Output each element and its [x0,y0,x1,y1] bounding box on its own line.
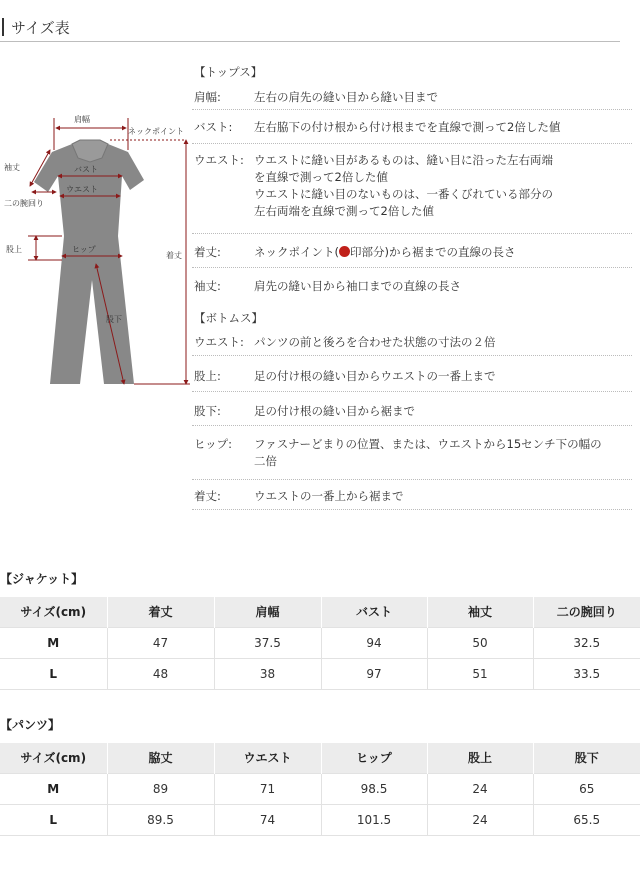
def-row-katahaba [192,84,632,110]
table-cell: 71 [214,773,321,804]
def-row-pants-kitake [192,480,632,510]
column-header: バスト [321,597,427,627]
def-desc-line: 二倍 [254,454,277,468]
def-desc: ウエストの一番上から裾まで [254,489,404,503]
table-row [0,658,640,689]
def-desc [254,244,516,261]
measurement-diagram [0,100,192,400]
pants-shape [50,236,134,384]
table-cell: 65 [533,773,640,804]
def-desc: 肩先の縫い目から袖口までの直線の長さ [254,279,461,293]
label-hip: ヒップ [72,245,96,254]
tops-heading: 【トップス】 [194,65,263,79]
page-title-bar [0,14,620,42]
def-desc-line: ウエストに縫い目があるものは、縫い目に沿った左右両端 [254,153,553,167]
pants-size-table [0,743,640,836]
def-desc-line: 左右両端を直線で測って2倍した値 [254,204,434,218]
table-cell: 48 [107,658,214,689]
def-desc-part: ネックポイント( [254,245,339,259]
size-cell: L [0,804,107,835]
table-header-row [0,597,640,627]
def-row-kitake [192,234,632,268]
size-cell: M [0,627,107,658]
label-bust: バスト [74,165,98,174]
def-desc [254,152,553,220]
red-dot-icon [339,246,350,257]
label-mata-shita: 股下 [106,315,122,324]
size-cell: L [0,658,107,689]
table-cell: 101.5 [321,804,427,835]
def-row-hip [192,426,632,480]
def-row-sodetake [192,268,632,306]
def-desc: 左右脇下の付け根から付け根までを直線で測って2倍した値 [254,120,561,134]
column-header: ヒップ [321,743,427,773]
label-sodetake: 袖丈 [4,163,20,172]
column-header: 肩幅 [214,597,321,627]
column-header: 股上 [427,743,533,773]
def-row-bust [192,110,632,144]
def-term: ウエスト: [194,153,244,167]
label-kitake: 着丈 [166,251,182,260]
pants-heading: 【パンツ】 [0,718,61,732]
def-term: 肩幅: [194,90,221,104]
def-row-pants-waist [192,330,632,356]
table-row [0,773,640,804]
column-header: 二の腕回り [533,597,640,627]
label-ninoude: 二の腕回り [4,199,44,208]
title-mark [2,18,4,36]
table-cell: 24 [427,804,533,835]
table-cell: 51 [427,658,533,689]
table-cell: 37.5 [214,627,321,658]
def-term: 股下: [194,404,221,418]
def-term: バスト: [194,120,233,134]
size-cell: M [0,773,107,804]
table-cell: 89 [107,773,214,804]
table-cell: 24 [427,773,533,804]
column-header: ウエスト [214,743,321,773]
def-desc-line: ウエストに縫い目のないものは、一番くびれている部分の [254,187,553,201]
def-term: 着丈: [194,245,221,259]
def-desc: 左右の肩先の縫い目から縫い目まで [254,90,438,104]
jacket-heading: 【ジャケット】 [0,572,84,586]
def-term: 股上: [194,369,221,383]
label-mata-ue: 股上 [6,245,22,254]
def-row-mata-shita [192,392,632,426]
page-title: サイズ表 [11,19,70,37]
label-neck-point: ネックポイント [128,127,184,136]
def-row-waist [192,144,632,234]
def-desc-line: ファスナーどまりの位置、または、ウエストから15センチ下の幅の [254,437,602,451]
table-cell: 89.5 [107,804,214,835]
table-cell: 50 [427,627,533,658]
table-cell: 98.5 [321,773,427,804]
def-desc-line: を直線で測って2倍した値 [254,170,388,184]
table-cell: 33.5 [533,658,640,689]
def-desc: 足の付け根の縫い目からウエストの一番上まで [254,369,496,383]
table-row [0,804,640,835]
measurement-diagram-svg [0,100,192,400]
column-header: 脇丈 [107,743,214,773]
label-waist: ウエスト [66,185,98,194]
column-header: サイズ(cm) [0,597,107,627]
def-desc: 足の付け根の縫い目から裾まで [254,404,415,418]
table-header-row [0,743,640,773]
def-desc-part: 印部分)から裾までの直線の長さ [350,245,516,259]
def-term: ウエスト: [194,335,244,349]
def-term: 着丈: [194,489,221,503]
table-cell: 47 [107,627,214,658]
column-header: 股下 [533,743,640,773]
jacket-size-table [0,597,640,690]
def-desc [254,436,602,470]
table-cell: 94 [321,627,427,658]
measurement-definitions [192,58,632,510]
label-katahaba: 肩幅 [74,115,90,124]
table-row [0,627,640,658]
def-term: 袖丈: [194,279,221,293]
def-term: ヒップ: [194,437,233,451]
bottoms-heading: 【ボトムス】 [194,311,263,325]
table-cell: 65.5 [533,804,640,835]
column-header: 袖丈 [427,597,533,627]
table-cell: 38 [214,658,321,689]
column-header: サイズ(cm) [0,743,107,773]
column-header: 着丈 [107,597,214,627]
def-row-mata-ue [192,356,632,392]
table-cell: 97 [321,658,427,689]
table-cell: 32.5 [533,627,640,658]
table-cell: 74 [214,804,321,835]
def-desc: パンツの前と後ろを合わせた状態の寸法の２倍 [254,335,496,349]
